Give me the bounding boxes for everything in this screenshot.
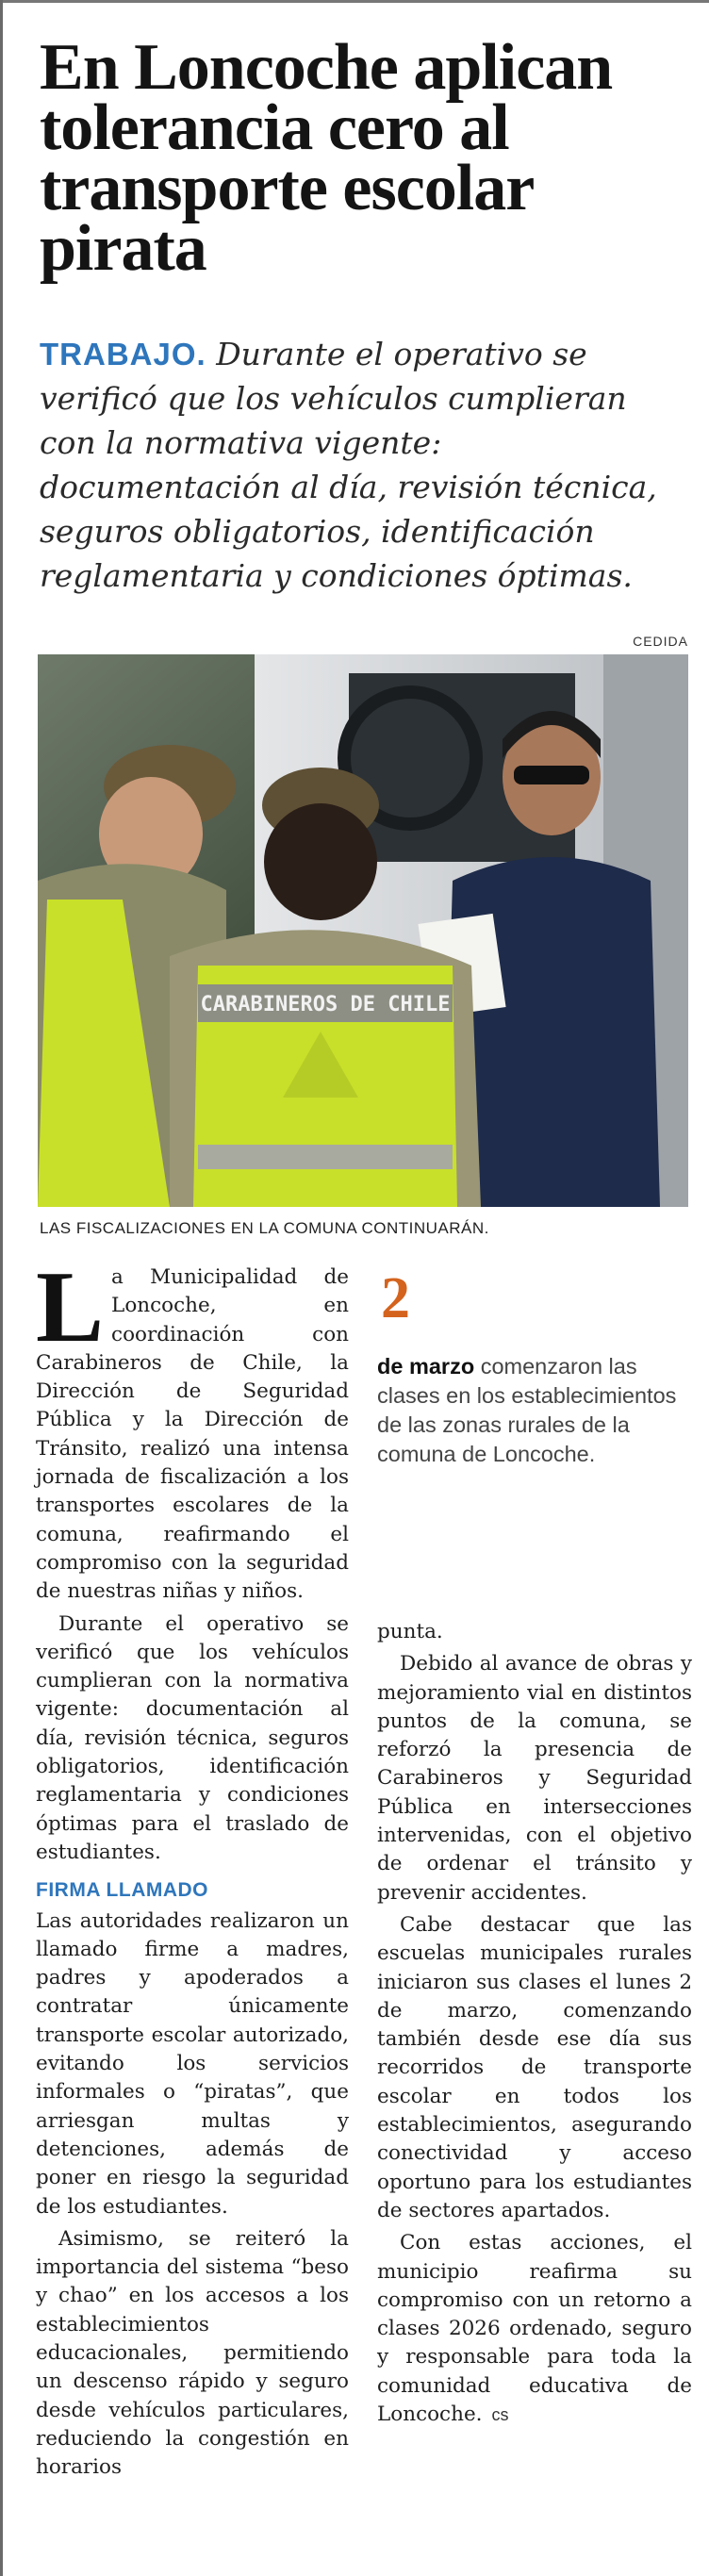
paragraph-5: Debido al avance de obras y mejoramiento vial en distintos puntos de la comuna, se reforzó la presencia de Carabineros y Seguridad Pública en intersecciones intervenidas, con el objetivo de ordenar el tránsito y prevenir accidentes. xyxy=(377,1652,692,1905)
paragraph-4-continued: punta. xyxy=(377,1620,443,1643)
stat-body: comenzaron las clases en los establecimientos de las zonas rurales de la comuna de Loncoche. xyxy=(377,1354,677,1466)
paragraph-2: Durante el operativo se verificó que los vehículos cumplieran con la normativa vigente: documentación al día, revisión técnica, seguros obligatorios, identificación reglamentaria y condiciones óptimas para el traslado de estudiantes. xyxy=(36,1611,349,1864)
stat-text xyxy=(377,1352,698,1469)
top-rule xyxy=(0,0,709,3)
vest-text: CARABINEROS DE CHILE xyxy=(200,993,451,1016)
news-photo xyxy=(38,654,688,1207)
headline: En Loncoche aplican tolerancia cero al transporte escolar pirata xyxy=(40,31,613,285)
photo-caption: LAS FISCALIZACIONES EN LA COMUNA CONTINUARÁN. xyxy=(40,1219,489,1237)
paragraph-7 xyxy=(377,2229,692,2429)
paragraph-4: Asimismo, se reiteró la importancia del sistema “beso y chao” en los accesos a los establecimientos educacionales, permitiendo un descenso rápido y seguro desde vehículos particulares, reduciendo la congestión en horarios xyxy=(36,2226,349,2480)
deck-kicker: TRABAJO. xyxy=(40,337,206,372)
article-column-left xyxy=(36,1251,349,2485)
paragraph-3: Las autoridades realizaron un llamado firme a madres, padres y apoderados a contratar únicamente transporte escolar autorizado, evitando los servicios informales o “piratas”, que arriesgan multas y detenciones, además de poner en riesgo la seguridad de los estudiantes. xyxy=(36,1908,349,2219)
p7-text: Con estas acciones, el municipio reafirma su compromiso con un retorno a clases 2026 ordenado, seguro y responsable para toda la comunidad educativa de Loncoche. xyxy=(377,2231,692,2427)
lead-paragraph xyxy=(36,1251,349,1607)
stat-number: 2 xyxy=(381,1266,410,1330)
p1-text: a Municipalidad de Loncoche, en coordinación con Carabineros de Chile, la Dirección de Seguridad Pública y la Dirección de Tránsito, realizó una intensa jornada de fiscalización a los transportes escolares de la comuna, reafirmando el compromiso con la seguridad de nuestras niñas y niños. xyxy=(36,1265,349,1604)
article-column-right xyxy=(377,1618,692,2433)
subhead: FIRMA LLAMADO xyxy=(36,1879,209,1902)
paragraph-6: Cabe destacar que las escuelas municipales rurales iniciaron sus clases el lunes 2 de marzo, comenzando también desde ese día sus recorridos de transporte escolar en todos los establecimientos, asegurando conectividad y acceso oportuno para los estudiantes de sectores apartados. xyxy=(377,1912,692,2222)
left-rule xyxy=(0,0,3,2576)
deck-text: Durante el operativo se verificó que los vehículos cumplieran con la normativa vigente: documentación al día, revisión técnica, seguros obligatorios, identificación reglamentaria y condiciones óptimas. xyxy=(40,336,657,594)
end-mark: cs xyxy=(491,2405,509,2425)
deck xyxy=(40,332,690,598)
stat-bold: de marzo xyxy=(377,1354,475,1379)
photo-credit: CEDIDA xyxy=(633,634,688,649)
dropcap: L xyxy=(36,1251,105,1363)
